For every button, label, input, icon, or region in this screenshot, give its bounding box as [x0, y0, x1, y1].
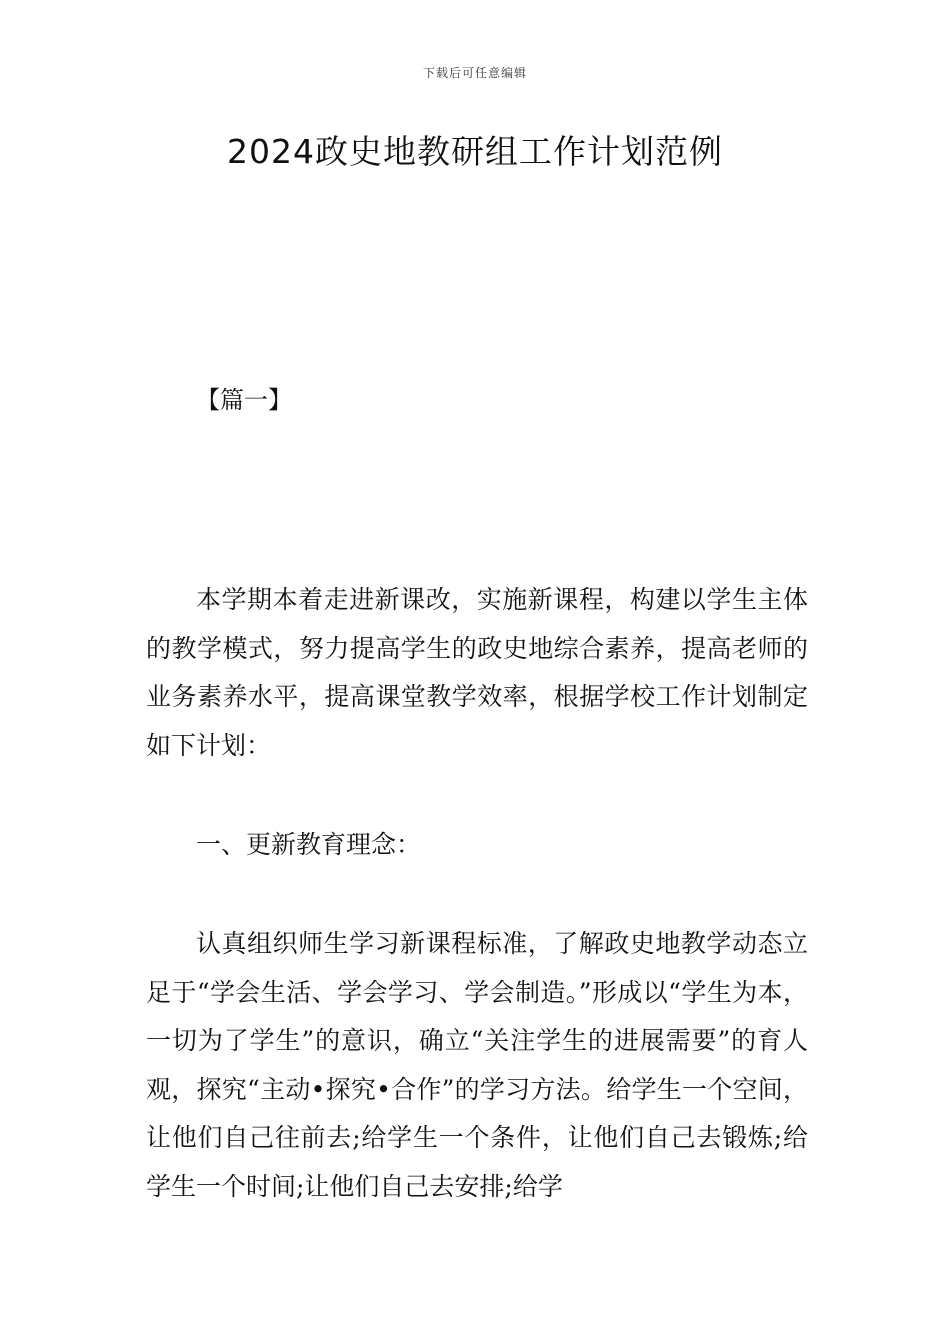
section-heading: 一、更新教育理念：	[196, 830, 422, 859]
body-paragraph: 认真组织师生学习新课程标准，了解政史地教学动态立足于“学会生活、学会学习、学会制造。”形成以“学生为本，一切为了学生”的意识，确立“关注学生的进展需要”的育人观，探究“主动•探究•合作”的学习方法。给学生一个空间，让他们自己往前去;给学生一个条件，让他们自己去锻炼;给学生一个时间;让他们自己去安排;给学	[146, 929, 808, 1201]
header-note: 下载后可任意编辑	[422, 66, 527, 80]
document-title: 2024政史地教研组工作计划范例	[227, 132, 723, 171]
intro-paragraph: 本学期本着走进新课改，实施新课程，构建以学生主体的教学模式，努力提高学生的政史地综合素养，提高老师的业务素养水平，提高课堂教学效率，根据学校工作计划制定如下计划：	[146, 585, 808, 760]
section-label: 【篇一】	[196, 386, 292, 414]
